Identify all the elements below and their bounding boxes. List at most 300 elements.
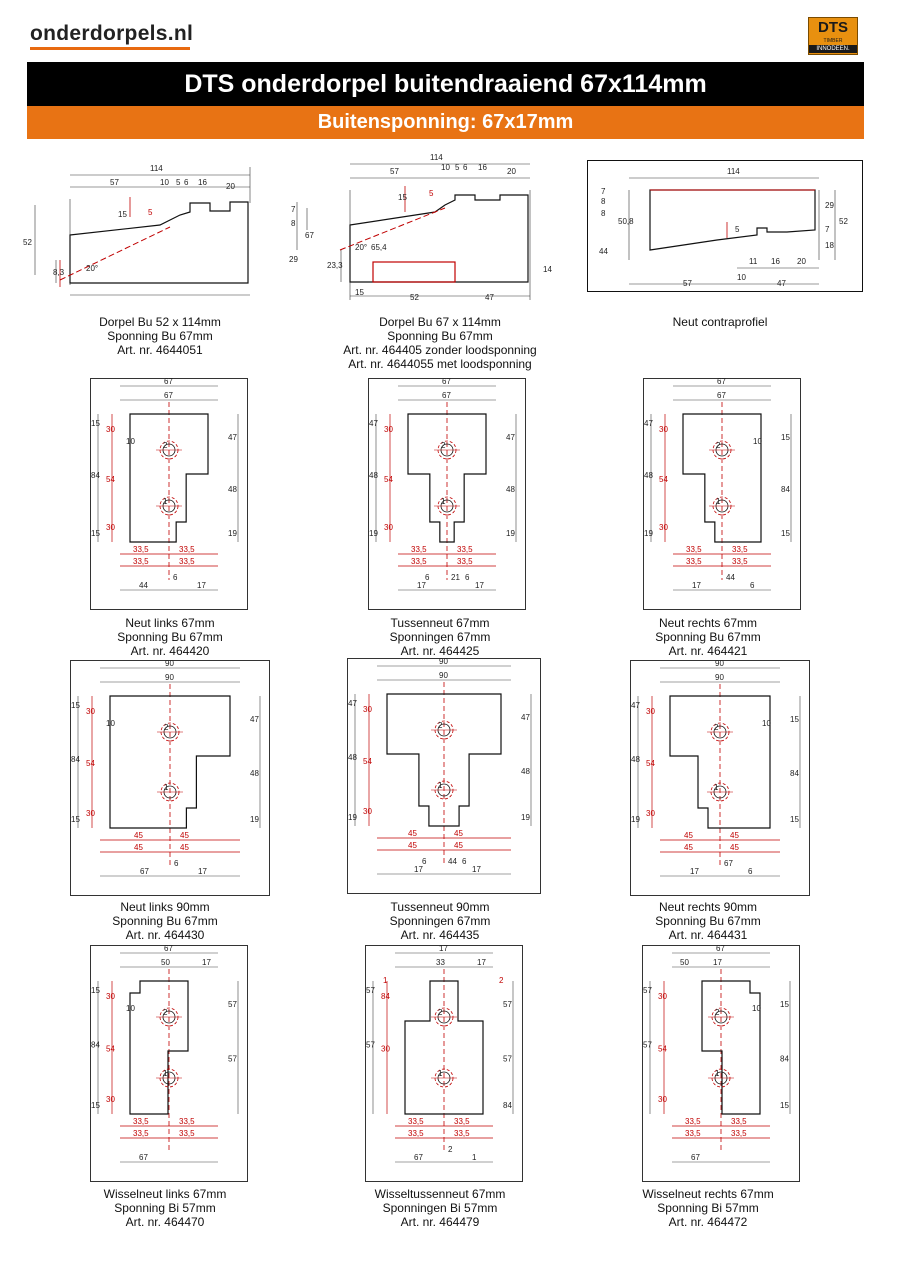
dim-right: 48 [228, 485, 237, 494]
neut-svg-n2 [368, 378, 526, 610]
dim-p3-2: 8 [601, 197, 606, 206]
caption-line: Sponning Bu 67mm [387, 329, 493, 343]
page-subtitle: Buitensponning: 67x17mm [27, 106, 864, 139]
dim-bottom: 33,5 [686, 557, 702, 566]
dim-red: 54 [646, 759, 655, 768]
dim-bottom: 33,5 [133, 1117, 149, 1126]
dim-right: 48 [521, 767, 530, 776]
dim-red: 30 [646, 707, 655, 716]
caption-n2 [355, 616, 525, 658]
dim-bottom: 17 [197, 581, 206, 590]
hole-label: 1 [715, 1069, 720, 1078]
hole-label: 2 [441, 441, 446, 450]
site-logo: onderdorpels.nl [30, 22, 194, 45]
dim-bottom: 33,5 [457, 545, 473, 554]
dim-right: 15 [780, 1101, 789, 1110]
caption-line: Dorpel Bu 52 x 114mm [99, 315, 221, 329]
dim-bottom: 6 [174, 859, 179, 868]
dim-bottom: 33,5 [731, 1117, 747, 1126]
dim-p2-3: 5 [455, 163, 460, 172]
dim-left: 47 [631, 701, 640, 710]
dim-red: 30 [363, 807, 372, 816]
dim-p1-2: 10 [160, 178, 169, 187]
neut-svg-n3 [643, 378, 801, 610]
dim-right: 84 [790, 769, 799, 778]
caption-line: Sponningen 67mm [389, 914, 491, 928]
dim-bottom: 6 [173, 573, 178, 582]
dim-bottom: 2 [448, 1145, 453, 1154]
dim-red: 30 [106, 992, 115, 1001]
dim-red: 1 [383, 976, 388, 985]
dim-red: 30 [658, 992, 667, 1001]
dim-bottom: 33,5 [133, 545, 149, 554]
profile-drawing-p3 [587, 160, 863, 292]
dim-p3-13: 20 [797, 257, 806, 266]
dim-top: 50 [680, 958, 689, 967]
dim-p2-4: 6 [463, 163, 468, 172]
dim-right: 15 [781, 529, 790, 538]
dim-p2-6: 20 [507, 167, 516, 176]
dim-bottom: 45 [408, 829, 417, 838]
dim-p2-19: 47 [485, 293, 494, 302]
dim-bottom: 6 [425, 573, 430, 582]
neut-svg-n7 [90, 945, 248, 1182]
dim-right: 19 [521, 813, 530, 822]
dim-top: 67 [442, 377, 451, 386]
dim-red: 54 [106, 1044, 115, 1054]
dim-p3-14: 10 [737, 273, 746, 282]
dim-top: 67 [442, 391, 451, 400]
caption-line: Wisselneut links 67mm [103, 1187, 227, 1201]
dim-left: 84 [91, 471, 100, 480]
dim-top: 67 [164, 377, 173, 386]
neut-svg-n8 [365, 945, 523, 1182]
dim-top: 67 [164, 944, 173, 953]
dim-bottom: 33,5 [454, 1129, 470, 1138]
dim-p1-0: 114 [150, 164, 163, 173]
dim-bottom: 17 [690, 867, 699, 876]
neut-drawing-n7 [90, 945, 248, 1182]
dim-bottom: 6 [422, 857, 427, 866]
dim-bottom: 45 [730, 831, 739, 840]
dim-red: 30 [86, 707, 95, 716]
neut-svg-n5 [347, 658, 541, 894]
dim-bottom: 45 [454, 841, 463, 850]
dim-bottom: 67 [139, 1153, 148, 1162]
neut-outline-n8 [405, 981, 483, 1114]
dim-bottom: 44 [726, 573, 735, 582]
caption-line: Art. nr. 464421 [668, 644, 748, 658]
dim-p1-4: 6 [184, 178, 189, 187]
caption-n5 [355, 900, 525, 942]
dim-red: 30 [384, 523, 393, 532]
caption-line: Art. nr. 464405 zonder loodsponning [343, 343, 537, 357]
dim-top: 90 [165, 659, 174, 668]
dim-bottom: 45 [134, 831, 143, 840]
caption-line: Neut rechts 90mm [658, 900, 758, 914]
dim-right: 57 [228, 1054, 237, 1064]
caption-p2 [325, 315, 555, 371]
dim-p2-13: 23,3 [327, 261, 343, 270]
dim-p2-16: 14 [543, 265, 552, 274]
dim-top: 17 [713, 958, 722, 967]
dim-red: 54 [659, 475, 668, 484]
dim-red: 2 [499, 976, 504, 985]
dim-left: 48 [369, 471, 378, 480]
dim-left: 15 [91, 986, 100, 995]
caption-p1 [60, 315, 260, 357]
dim-red: 30 [381, 1044, 390, 1054]
dim-p2-15: 65,4 [371, 243, 387, 252]
dim-bottom: 45 [684, 843, 693, 852]
dim-top: 67 [716, 944, 725, 953]
caption-line: Wisselneut rechts 67mm [642, 1187, 774, 1201]
dim-p3-5: 44 [599, 247, 608, 256]
caption-line: Tussenneut 67mm [390, 616, 490, 630]
dim-p1-5: 16 [198, 178, 207, 187]
caption-line: Sponning Bi 57mm [114, 1201, 216, 1215]
caption-line: Sponningen 67mm [389, 630, 491, 644]
caption-line: Art. nr. 464479 [400, 1215, 480, 1229]
dim-bottom: 67 [724, 859, 733, 868]
dim-p3-4: 50,8 [618, 217, 634, 226]
dim-inner: 10 [753, 437, 762, 446]
hole-label: 2 [163, 441, 168, 450]
neut-outline-n7 [130, 981, 188, 1114]
dim-right: 57 [228, 1000, 237, 1009]
dim-right: 19 [228, 529, 237, 538]
dim-left: 47 [644, 419, 653, 428]
neut-drawing-n6 [630, 660, 810, 896]
dim-left: 15 [71, 815, 80, 824]
neut-svg-n4 [70, 660, 270, 896]
dim-right: 15 [790, 815, 799, 824]
dim-bottom: 33,5 [133, 1129, 149, 1138]
dim-left: 48 [348, 753, 357, 762]
dim-inner: 10 [126, 1004, 135, 1013]
dim-top: 67 [717, 391, 726, 400]
neut-svg-n6 [630, 660, 810, 896]
dim-left: 57 [366, 1040, 375, 1050]
caption-line: Art. nr. 464435 [400, 928, 480, 942]
dim-bottom: 44 [139, 581, 148, 590]
dim-bottom: 33,5 [411, 545, 427, 554]
dim-left: 57 [366, 986, 375, 995]
dim-bottom: 33,5 [685, 1129, 701, 1138]
dim-bottom: 17 [417, 581, 426, 590]
dim-bottom: 67 [691, 1153, 700, 1162]
hole-label: 1 [441, 497, 446, 506]
dim-right: 19 [506, 529, 515, 538]
caption-line: Art. nr. 464425 [400, 644, 480, 658]
dim-p2-11: 67 [305, 231, 314, 240]
neut-drawing-n5 [347, 658, 541, 894]
dim-top: 17 [439, 944, 448, 953]
dim-bottom: 33,5 [686, 545, 702, 554]
dim-right: 57 [503, 1000, 512, 1009]
dim-bottom: 33,5 [179, 1117, 195, 1126]
caption-line: Art. nr. 464430 [125, 928, 205, 942]
dim-right: 47 [250, 715, 259, 724]
dim-bottom: 17 [414, 865, 423, 874]
caption-n4 [80, 900, 250, 942]
dim-left: 19 [348, 813, 357, 822]
dim-bottom: 45 [180, 843, 189, 852]
dim-p3-7: 29 [825, 201, 834, 210]
dim-p1-1: 57 [110, 178, 119, 187]
dim-p1-7: 15 [118, 210, 127, 219]
dim-red: 54 [106, 475, 115, 484]
caption-line: Art. nr. 4644051 [117, 343, 203, 357]
dim-red: 30 [106, 523, 115, 532]
dim-top: 90 [165, 673, 174, 682]
caption-line: Sponning Bu 67mm [107, 329, 213, 343]
caption-line: Art. nr. 464470 [125, 1215, 205, 1229]
dim-bottom: 33,5 [732, 545, 748, 554]
profile-outline-p3 [650, 190, 815, 250]
dim-left: 84 [71, 755, 80, 764]
caption-line: Sponning Bu 67mm [655, 914, 761, 928]
caption-line: Sponning Bi 57mm [657, 1201, 759, 1215]
dim-bottom: 45 [684, 831, 693, 840]
dim-bottom: 33,5 [408, 1129, 424, 1138]
dim-bottom: 45 [454, 829, 463, 838]
caption-line: Wisseltussenneut 67mm [374, 1187, 506, 1201]
dim-red: 30 [659, 425, 668, 434]
dim-left: 47 [369, 419, 378, 428]
hole-label: 2 [716, 441, 721, 450]
dim-left: 15 [91, 529, 100, 538]
dim-right: 19 [250, 815, 259, 824]
dim-bottom: 33,5 [179, 1129, 195, 1138]
dim-bottom: 45 [730, 843, 739, 852]
dim-bottom: 6 [748, 867, 753, 876]
dim-p3-6: 5 [735, 225, 740, 234]
dim-left: 19 [631, 815, 640, 824]
dim-red: 54 [384, 475, 393, 484]
dim-top: 90 [715, 659, 724, 668]
dim-red: 54 [86, 759, 95, 768]
neut-drawing-n3 [643, 378, 801, 610]
hole-label: 1 [163, 497, 168, 506]
dim-p2-7: 15 [398, 193, 407, 202]
red-axis-p1 [60, 227, 170, 280]
dim-red: 30 [659, 523, 668, 532]
dim-top: 67 [164, 391, 173, 400]
hole-label: 2 [438, 1008, 443, 1017]
hole-label: 2 [438, 721, 443, 730]
dim-p3-3: 8 [601, 209, 606, 218]
dim-red: 30 [384, 425, 393, 434]
dim-red: 30 [658, 1095, 667, 1104]
dim-left: 15 [71, 701, 80, 710]
dim-p1-10: 8,3 [53, 268, 65, 277]
dim-bottom: 6 [462, 857, 467, 866]
dim-p3-1: 7 [601, 187, 606, 196]
dim-bottom: 45 [180, 831, 189, 840]
neut-drawing-n1 [90, 378, 248, 610]
caption-line: Sponning Bu 67mm [117, 630, 223, 644]
hole-label: 2 [164, 723, 169, 732]
page-title: DTS onderdorpel buitendraaiend 67x114mm [27, 62, 864, 106]
hole-label: 1 [163, 1069, 168, 1078]
dim-right: 47 [521, 713, 530, 722]
dim-left: 48 [631, 755, 640, 764]
dim-left: 84 [91, 1040, 100, 1050]
dim-red: 84 [381, 992, 390, 1001]
dim-bottom: 33,5 [133, 557, 149, 566]
dim-red: 30 [86, 809, 95, 818]
hole-label: 2 [714, 723, 719, 732]
logo-underline [30, 47, 190, 50]
dim-right: 47 [506, 433, 515, 442]
caption-line: Neut links 67mm [125, 616, 215, 630]
neut-svg-n1 [90, 378, 248, 610]
dim-bottom: 33,5 [408, 1117, 424, 1126]
caption-n7 [80, 1187, 250, 1229]
dim-bottom: 33,5 [454, 1117, 470, 1126]
profile-drawing-p2 [285, 150, 565, 310]
dim-left: 19 [644, 529, 653, 538]
dim-left: 48 [644, 471, 653, 480]
dim-p1-9: 52 [23, 238, 32, 247]
dim-p3-15: 57 [683, 279, 692, 288]
dim-inner: 10 [752, 1004, 761, 1013]
dim-inner: 10 [126, 437, 135, 446]
dim-bottom: 6 [750, 581, 755, 590]
lood-sponning [373, 262, 455, 282]
caption-line: Sponning Bu 67mm [655, 630, 761, 644]
dim-right: 48 [250, 769, 259, 778]
dim-right: 84 [781, 485, 790, 494]
caption-line: Sponningen Bi 57mm [382, 1201, 498, 1215]
dim-bottom: 17 [198, 867, 207, 876]
caption-n9 [623, 1187, 793, 1229]
hole-label: 2 [163, 1008, 168, 1017]
dim-right: 48 [506, 485, 515, 494]
neut-svg-n9 [642, 945, 800, 1182]
dim-bottom: 45 [408, 841, 417, 850]
dim-red: 30 [363, 705, 372, 714]
hole-label: 1 [438, 781, 443, 790]
dim-p3-0: 114 [727, 167, 740, 176]
dim-left: 57 [643, 986, 652, 995]
dim-right: 15 [790, 715, 799, 724]
dim-p2-5: 16 [478, 163, 487, 172]
caption-n1 [85, 616, 255, 658]
dim-bottom: 21 [451, 573, 460, 582]
hole-label: 1 [164, 783, 169, 792]
caption-line: Sponning Bu 67mm [112, 914, 218, 928]
dim-p2-17: 15 [355, 288, 364, 297]
dim-inner: 10 [106, 719, 115, 728]
neut-outline-n9 [702, 981, 760, 1114]
caption-line: Art. nr. 464420 [130, 644, 210, 658]
dim-p1-11: 20° [86, 264, 99, 273]
dim-top: 33 [436, 958, 445, 967]
dim-p2-8: 5 [429, 189, 434, 198]
dim-right: 57 [503, 1054, 512, 1064]
profile-outline-p2 [350, 195, 528, 282]
dim-p3-16: 47 [777, 279, 786, 288]
dim-bottom: 33,5 [685, 1117, 701, 1126]
dim-bottom: 17 [692, 581, 701, 590]
dim-red: 30 [106, 1095, 115, 1104]
dim-p2-12: 29 [289, 255, 298, 264]
dim-right: 84 [503, 1101, 512, 1110]
caption-p3 [620, 315, 820, 329]
dim-bottom: 33,5 [732, 557, 748, 566]
brand-logo [808, 17, 858, 55]
dim-bottom: 33,5 [731, 1129, 747, 1138]
caption-n6 [623, 900, 793, 942]
dim-bottom: 6 [465, 573, 470, 582]
dim-left: 47 [348, 699, 357, 708]
caption-line: Neut links 90mm [120, 900, 210, 914]
dim-top: 90 [439, 671, 448, 680]
neut-drawing-n2 [368, 378, 526, 610]
caption-n3 [623, 616, 793, 658]
dim-top: 17 [477, 958, 486, 967]
dim-bottom: 33,5 [179, 557, 195, 566]
dim-p2-9: 7 [291, 205, 296, 214]
dim-top: 90 [715, 673, 724, 682]
caption-line: Tussenneut 90mm [390, 900, 490, 914]
brand-logo-sub: TIMBER [823, 38, 843, 44]
profile-svg-p1 [20, 155, 280, 305]
dim-p3-8: 7 [825, 225, 830, 234]
neut-drawing-n4 [70, 660, 270, 896]
dim-red: 30 [646, 809, 655, 818]
dim-p1-3: 5 [176, 178, 181, 187]
hole-label: 1 [716, 497, 721, 506]
caption-n8 [355, 1187, 525, 1229]
caption-line: Neut rechts 67mm [658, 616, 758, 630]
dim-left: 57 [643, 1040, 652, 1050]
profile-svg-p2 [285, 150, 565, 310]
dim-red: 30 [106, 425, 115, 434]
dim-left: 15 [91, 1101, 100, 1110]
dim-top: 50 [161, 958, 170, 967]
hole-label: 1 [438, 1069, 443, 1078]
dim-top: 90 [439, 657, 448, 666]
hole-label: 2 [715, 1008, 720, 1017]
dim-inner: 10 [762, 719, 771, 728]
dim-p2-14: 20° [355, 243, 368, 252]
dim-top: 67 [717, 377, 726, 386]
dim-right: 15 [781, 433, 790, 442]
caption-line: Dorpel Bu 67 x 114mm [379, 315, 501, 329]
dim-left: 15 [91, 419, 100, 428]
dim-left: 19 [369, 529, 378, 538]
dim-right: 84 [780, 1054, 789, 1064]
dim-p2-1: 57 [390, 167, 399, 176]
dim-p3-12: 16 [771, 257, 780, 266]
dim-right: 15 [780, 1000, 789, 1009]
neut-drawing-n8 [365, 945, 523, 1182]
dim-p3-9: 18 [825, 241, 834, 250]
caption-line: Art. nr. 464431 [668, 928, 748, 942]
dim-p2-0: 114 [430, 153, 443, 162]
dim-bottom: 33,5 [411, 557, 427, 566]
dim-bottom: 67 [414, 1153, 423, 1162]
dim-p2-18: 52 [410, 293, 419, 302]
profile-drawing-p1 [20, 155, 280, 305]
dim-p1-8: 5 [148, 208, 153, 217]
profile-svg-p3 [587, 160, 863, 292]
brand-logo-main: DTS [818, 19, 848, 36]
hole-label: 1 [714, 783, 719, 792]
